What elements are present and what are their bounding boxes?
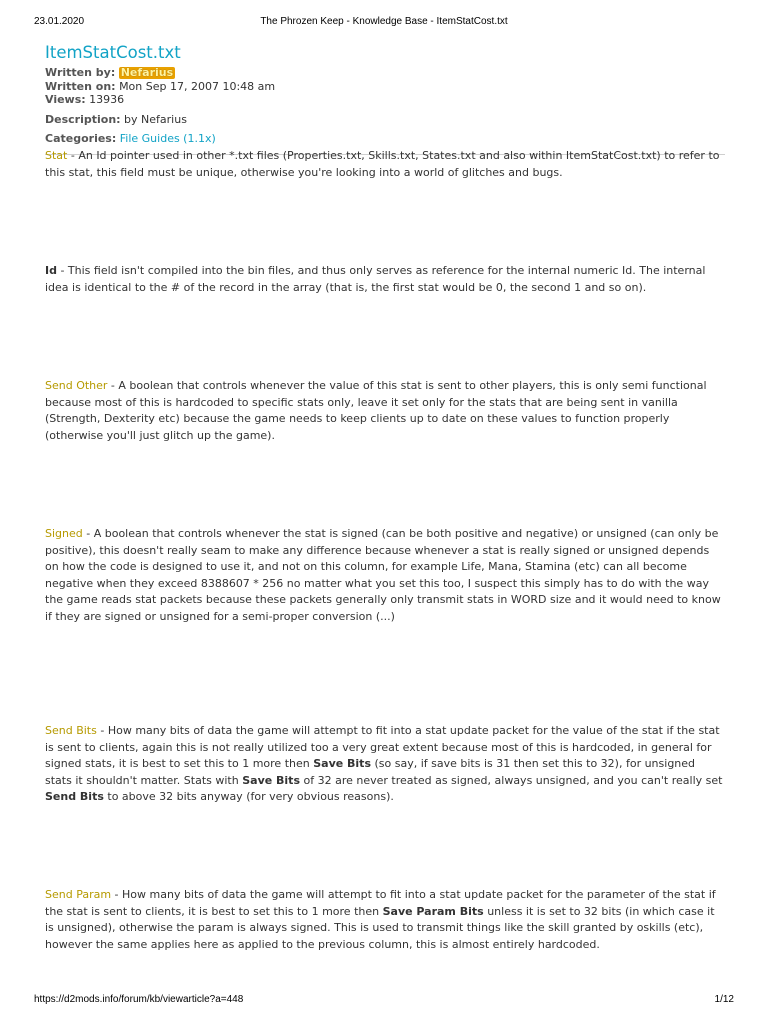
entry-send-other <box>45 378 725 444</box>
entry-bold-ref: Save Param Bits <box>382 904 484 918</box>
print-url: https://d2mods.info/forum/kb/viewarticle?a=448 <box>34 994 244 1005</box>
entry-bold-ref: Save Bits <box>242 773 300 787</box>
entry-bold-ref: Save Bits <box>313 757 371 771</box>
entry-text: of 32 are never treated as signed, always unsigned, and you can't really set <box>300 773 723 787</box>
entry-term: Send Other <box>45 379 108 392</box>
entry-term: Send Param <box>45 888 112 901</box>
entry-text: - How many bits of data the game will attempt to fit into a stat update packet for the value of the stat if the stat is sent to clients, again this is not really utilized too a very great extent because most of this is hardcoded, in general for signed stats, it is best to set this to 1 more then <box>45 724 720 771</box>
category-link[interactable]: File Guides (1.1x) <box>119 132 216 145</box>
entry-term: Signed <box>45 527 83 540</box>
entry-stat <box>45 148 725 181</box>
entry-text: - An Id pointer used in other *.txt files (Properties.txt, Skills.txt, States.txt and also within ItemStatCost.txt) to refer to this stat, this field must be unique, otherwise you're looking into a world of glitches and bugs. <box>45 149 720 179</box>
article-header <box>45 42 725 155</box>
entry-bold-ref: Send Bits <box>45 790 104 804</box>
entry-term: Stat <box>45 149 68 162</box>
entry-text: to above 32 bits anyway (for very obvious reasons). <box>103 790 394 804</box>
author-link[interactable]: Nefarius <box>120 66 174 79</box>
print-title: The Phrozen Keep - Knowledge Base - ItemStatCost.txt <box>260 16 508 27</box>
written-on-value: Mon Sep 17, 2007 10:48 am <box>119 79 276 93</box>
meta-description <box>45 113 725 127</box>
entry-id <box>45 263 725 296</box>
entry-term: Id <box>45 264 57 277</box>
meta-written-by <box>45 66 725 80</box>
written-on-label: Written on: <box>45 79 116 93</box>
entry-send-bits <box>45 723 725 806</box>
entry-text: unless it is set to 32 bits (in which case it is unsigned), otherwise the param is always signed. This is used to transmit things like the skill granted by oskills (etc), however the same applies here as applied to the previous column, this is almost entirely hardcoded. <box>45 904 715 951</box>
meta-categories <box>45 132 725 146</box>
entry-text: - A boolean that controls whenever the value of this stat is sent to other players, this is only semi functional because most of this is hardcoded to specific stats only, leave it set only for the stats that are being sent in vanilla (Strength, Dexterity etc) because the game needs to keep clients up to date on these values to function properly (otherwise you'll just glitch up the game). <box>45 379 707 442</box>
entry-text: - How many bits of data the game will attempt to fit into a stat update packet for the parameter of the stat if the stat is sent to clients, it is best to set this to 1 more then <box>45 888 716 918</box>
entry-text: - This field isn't compiled into the bin files, and thus only serves as reference for the internal numeric Id. The internal idea is identical to the # of the record in the array (that is, the first stat would be 0, the second 1 and so on). <box>45 264 706 294</box>
print-date: 23.01.2020 <box>34 16 85 27</box>
views-value: 13936 <box>89 93 125 106</box>
entry-signed <box>45 526 725 626</box>
categories-label: Categories: <box>45 132 117 145</box>
description-value: by Nefarius <box>124 112 187 126</box>
written-by-label: Written by: <box>45 66 116 79</box>
entry-text: - A boolean that controls whenever the stat is signed (can be both positive and negative) or unsigned (can only be positive), this doesn't really seam to make any difference because whenever a stat is really signed or unsigned depends on how the code is designed to use it, and not on this column, for example Life, Mana, Stamina (etc) can all become negative when they exceed 8388607 * 256 no matter what you set this too, I suspect this simply has to do with the way the game reads stat packets because these packets generally only transmit stats in WORD size and it would need to know if they are signed or unsigned for a semi-proper conversion (...) <box>45 527 721 623</box>
print-page-number: 1/12 <box>714 994 734 1005</box>
meta-written-on <box>45 80 725 94</box>
meta-views <box>45 93 725 107</box>
description-label: Description: <box>45 112 121 126</box>
entry-text: (so say, if save bits is 31 then set this to 32), for unsigned stats it shouldn't matter. Stats with <box>45 757 696 787</box>
views-label: Views: <box>45 93 86 106</box>
article-title: ItemStatCost.txt <box>45 43 181 62</box>
entry-term: Send Bits <box>45 724 97 737</box>
entry-send-param <box>45 887 725 953</box>
